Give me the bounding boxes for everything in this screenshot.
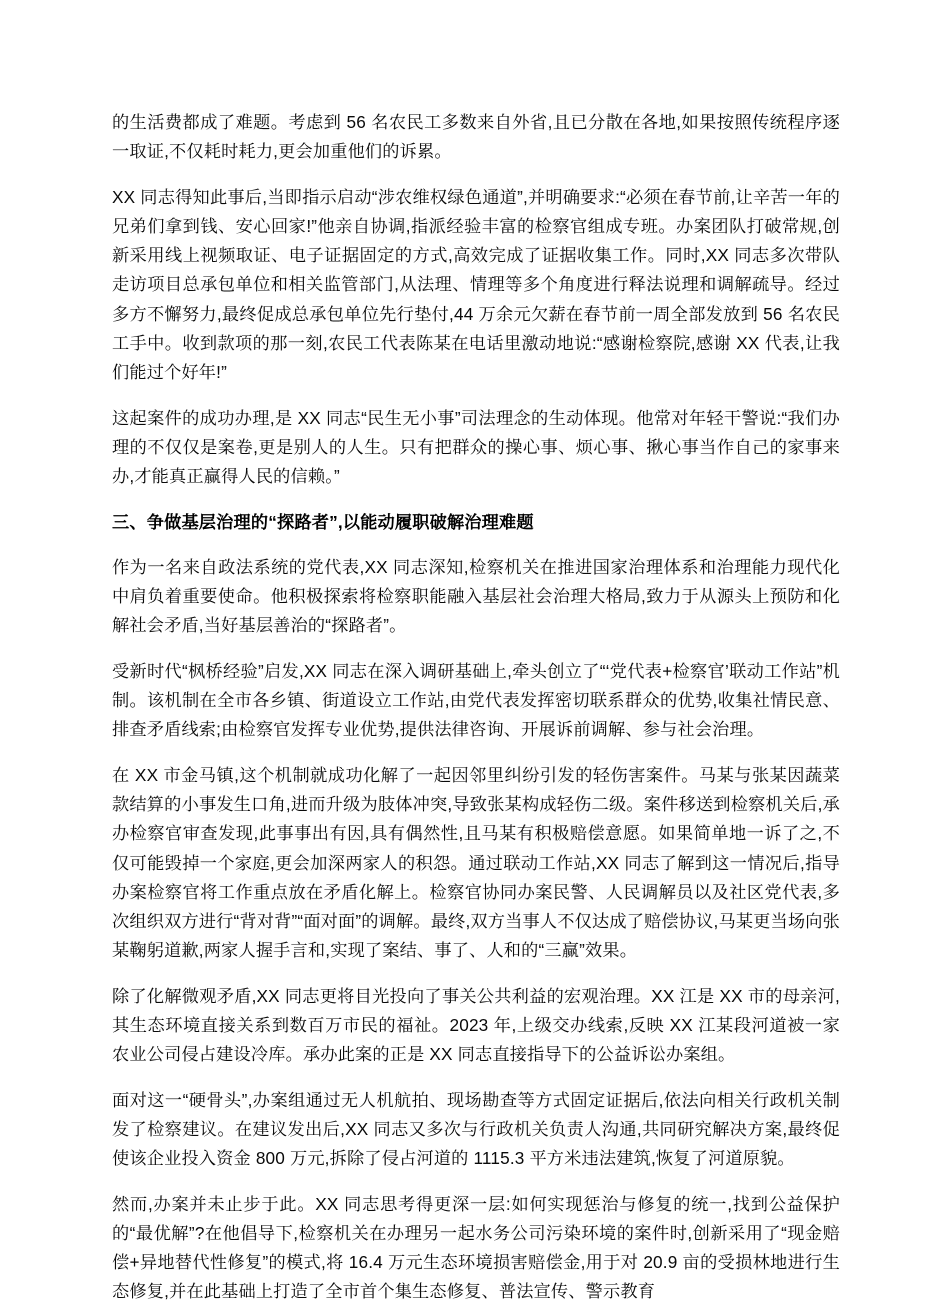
heading-section-three: 三、争做基层治理的“探路者”,以能动履职破解治理难题 (112, 511, 534, 532)
document-text-body (112, 108, 840, 1307)
paragraph-public-interest-river-case: 除了化解微观矛盾,XX 同志更将目光投向了事关公共利益的宏观治理。XX 江是 XX 市的母亲河,其生态环境直接关系到数百万市民的福祉。2023 年,上级交办线索,反映 XX 江某段河道被一家农业公司侵占建设冷库。承办此案的正是 XX 同志直接指导下的公益诉讼办案组。 (112, 985, 840, 1065)
paragraph-fengqiao-linkage-workstation: 受新时代“枫桥经验”启发,XX 同志在深入调研基础上,牵头创立了“‘党代表+检察官’联动工作站”机制。该机制在全市各乡镇、街道设立工作站,由党代表发挥密切联系群众的优势,收集社情民意、排查矛盾线索;由检察官发挥专业优势,提供法律咨询、开展诉前调解、参与社会治理。 (112, 660, 840, 740)
paragraph-drone-survey-demolition: 面对这一“硬骨头”,办案组通过无人机航拍、现场勘查等方式固定证据后,依法向相关行政机关制发了检察建议。在建议发出后,XX 同志又多次与行政机关负责人沟通,共同研究解决方案,最终促使该企业投入资金 800 万元,拆除了侵占河道的 1115.3 平方米违法建筑,恢复了河道原貌。 (112, 1089, 840, 1169)
paragraph-green-channel-wage-recovery: XX 同志得知此事后,当即指示启动“涉农维权绿色通道”,并明确要求:“必须在春节前,让辛苦一年的兄弟们拿到钱、安心回家!”他亲自协调,指派经验丰富的检察官组成专班。办案团队打破常规,创新采用线上视频取证、电子证据固定的方式,高效完成了证据收集工作。同时,XX 同志多次带队走访项目总承包单位和相关监管部门,从法理、情理等多个角度进行释法说理和调解疏导。经过多方不懈努力,最终促成总承包单位先行垫付,44 万余元欠薪在春节前一周全部发放到 56 名农民工手中。收到款项的那一刻,农民工代表陈某在电话里激动地说:“感谢检察院,感谢 XX 代表,让我们能过个好年!” (112, 186, 840, 383)
paragraph-judicial-philosophy-quote: 这起案件的成功办理,是 XX 同志“民生无小事”司法理念的生动体现。他常对年轻干警说:“我们办理的不仅仅是案卷,更是别人的人生。只有把群众的操心事、烦心事、揪心事当作自己的家事来办,才能真正赢得人民的信赖。” (112, 407, 840, 487)
paragraph-jinma-town-case: 在 XX 市金马镇,这个机制就成功化解了一起因邻里纠纷引发的轻伤害案件。马某与张某因蔬菜款结算的小事发生口角,进而升级为肢体冲突,导致张某构成轻伤二级。案件移送到检察机关后,承办检察官审查发现,此事事出有因,具有偶然性,且马某有积极赔偿意愿。如果简单地一诉了之,不仅可能毁掉一个家庭,更会加深两家人的积怨。通过联动工作站,XX 同志了解到这一情况后,指导办案检察官将工作重点放在矛盾化解上。检察官协同办案民警、人民调解员以及社区党代表,多次组织双方进行“背对背”“面对面”的调解。最终,双方当事人不仅达成了赔偿协议,马某更当场向张某鞠躬道歉,两家人握手言和,实现了案结、事了、人和的“三赢”效果。 (112, 764, 840, 961)
paragraph-party-delegate-mission: 作为一名来自政法系统的党代表,XX 同志深知,检察机关在推进国家治理体系和治理能力现代化中肩负着重要使命。他积极探索将检察职能融入基层社会治理大格局,致力于从源头上预防和化解社会矛盾,当好基层善治的“探路者”。 (112, 556, 840, 636)
paragraph-living-expense-difficulty: 的生活费都成了难题。考虑到 56 名农民工多数来自外省,且已分散在各地,如果按照传统程序逐一取证,不仅耗时耗力,更会加重他们的诉累。 (112, 112, 840, 162)
paragraph-ecological-restoration-model: 然而,办案并未止步于此。XX 同志思考得更深一层:如何实现惩治与修复的统一,找到公益保护的“最优解”?在他倡导下,检察机关在办理另一起水务公司污染环境的案件时,创新采用了“现金赔偿+异地替代性修复”的模式,将 16.4 万元生态环境损害赔偿金,用于对 20.9 亩的受损林地进行生态修复,并在此基础上打造了全市首个集生态修复、普法宣传、警示教育 (112, 1193, 840, 1302)
